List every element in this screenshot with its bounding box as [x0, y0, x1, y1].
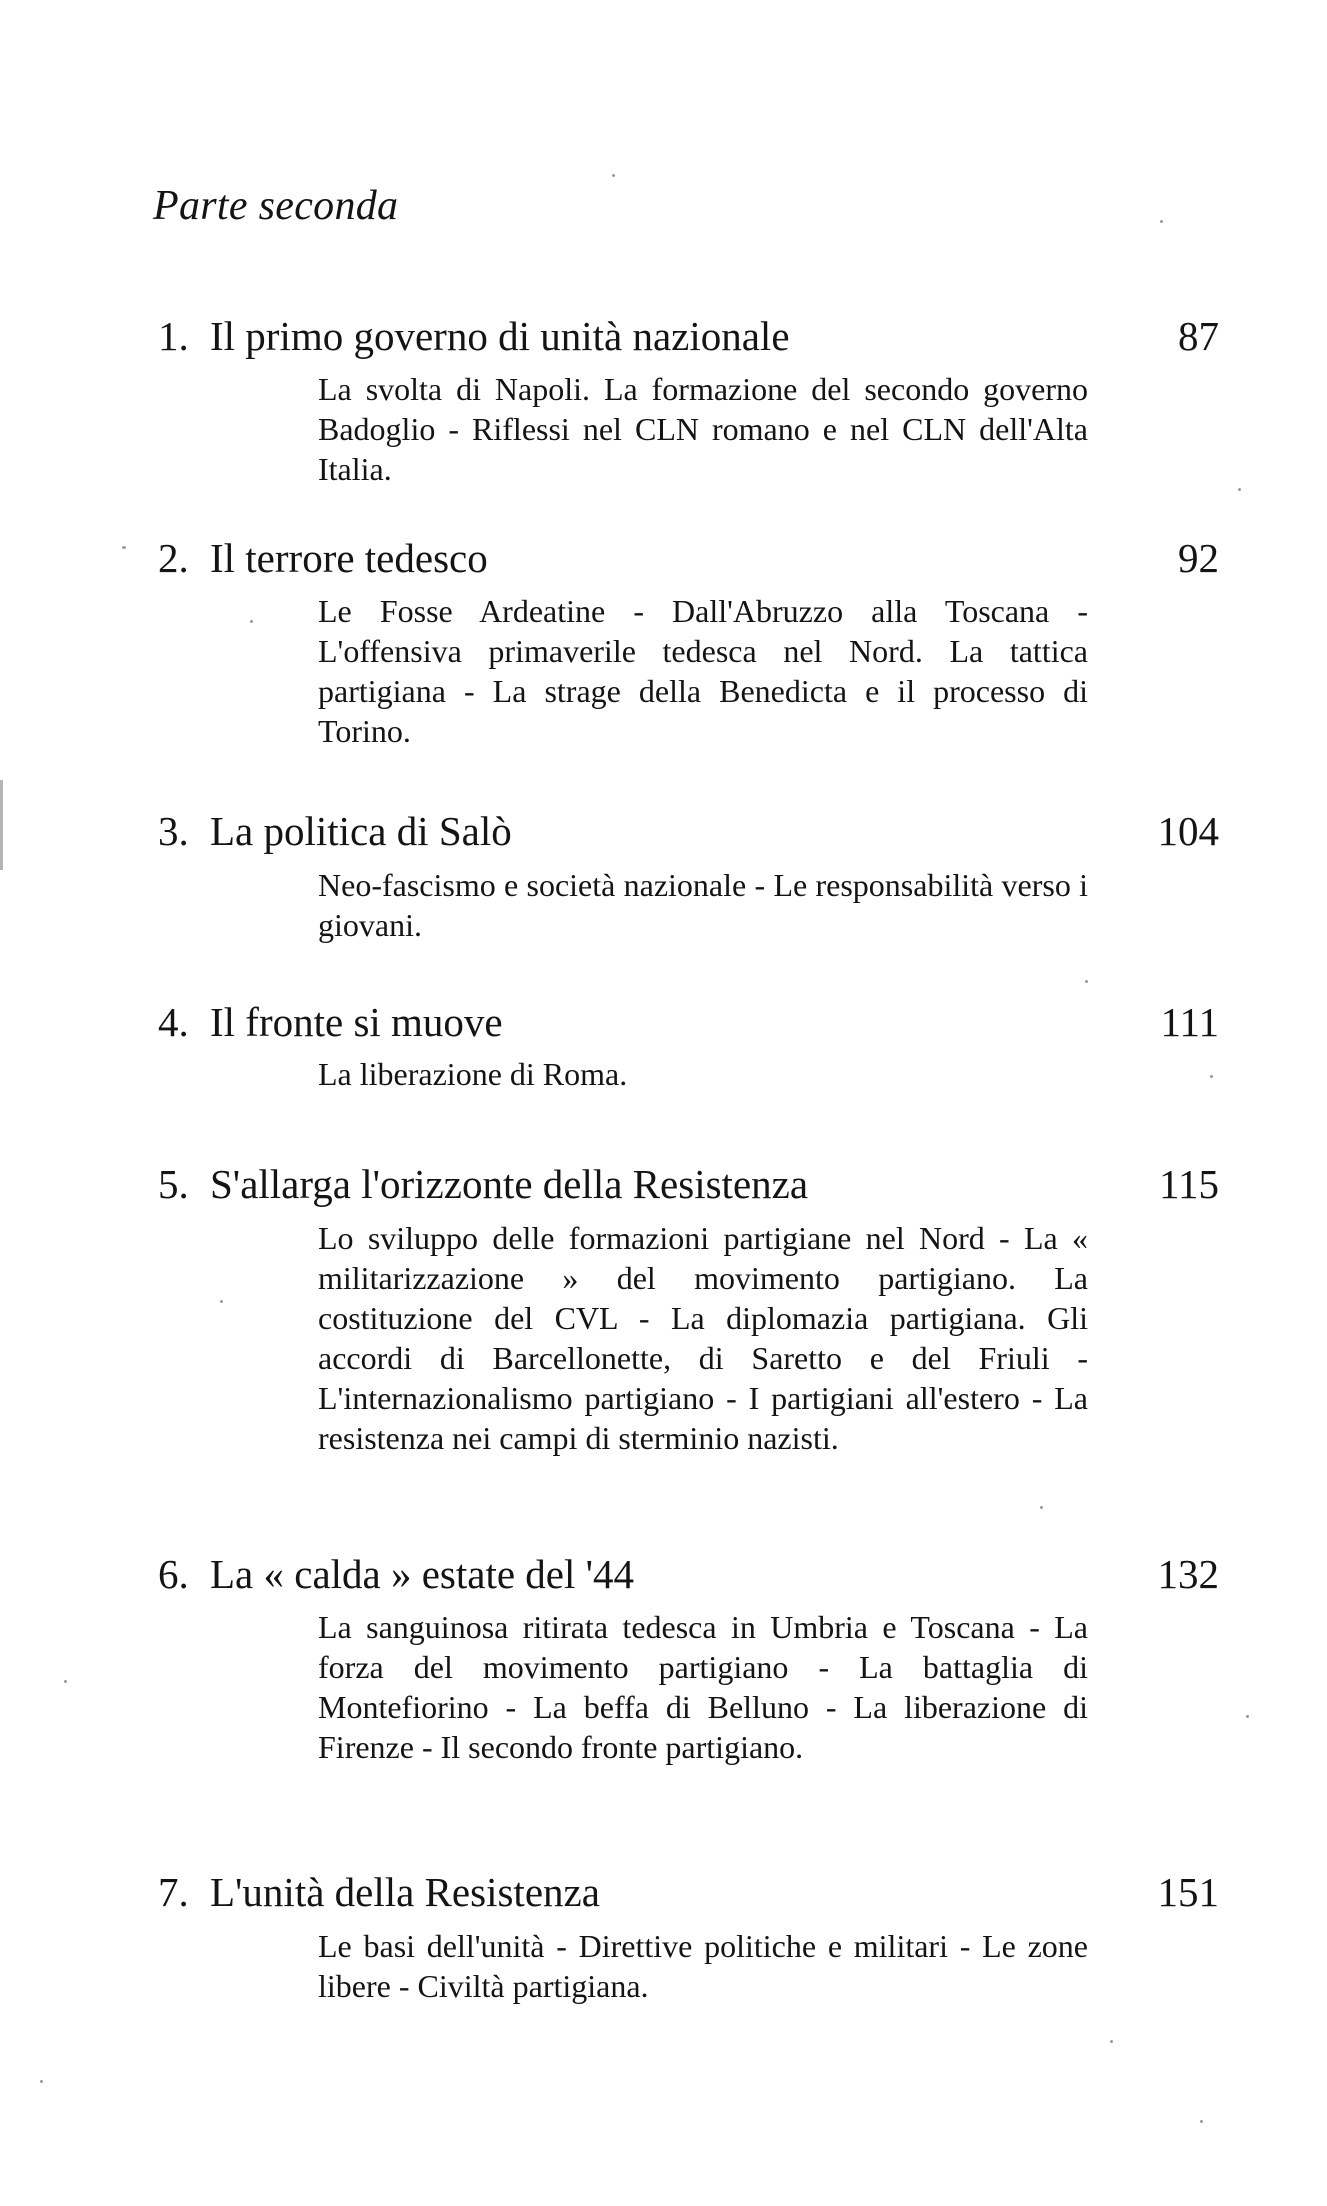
scan-speck: [220, 1300, 223, 1303]
chapter-page-number: 92: [1178, 535, 1219, 581]
scan-speck: [1238, 488, 1241, 491]
scan-speck: [1210, 1075, 1213, 1078]
scan-speck: [1040, 1506, 1043, 1509]
chapter-number: 2.: [158, 535, 189, 581]
page-edge-shadow: [0, 780, 3, 870]
chapter-title: Il terrore tedesco: [210, 535, 488, 581]
chapter-summary: Lo sviluppo delle formazioni partigiane nel Nord - La « militarizzazione » del movimento partigiano. La costituzione del CVL - La diplomazia partigiana. Gli accordi di Barcellonette, di Saretto e del Friuli - L'internazionalismo partigiano - I partigiani all'estero - La resistenza nei campi di sterminio nazisti.: [318, 1220, 1088, 1456]
chapter-page-number: 87: [1178, 313, 1219, 359]
chapter-heading: [158, 1160, 808, 1208]
scan-speck: [250, 620, 253, 623]
chapter-heading: [158, 1550, 634, 1598]
scan-speck: [40, 2080, 43, 2083]
chapter-number: 1.: [158, 313, 189, 359]
chapter-title: L'unità della Resistenza: [210, 1869, 600, 1915]
chapter-page-number: 151: [1157, 1869, 1219, 1915]
scan-speck: [64, 1680, 67, 1683]
chapter-heading: [158, 312, 790, 360]
chapter-page-number: 132: [1157, 1551, 1219, 1597]
chapter-heading: [158, 807, 512, 855]
chapter-title: La « calda » estate del '44: [210, 1551, 635, 1597]
chapter-summary: La svolta di Napoli. La formazione del secondo governo Badoglio - Riflessi nel CLN romano e nel CLN dell'Alta Italia.: [318, 371, 1088, 487]
chapter-page-number: 104: [1157, 808, 1219, 854]
chapter-heading: [158, 1868, 600, 1916]
chapter-number: 4.: [158, 999, 189, 1045]
chapter-title: Il fronte si muove: [210, 999, 503, 1045]
chapter-number: 6.: [158, 1551, 189, 1597]
chapter-heading: [158, 534, 488, 582]
chapter-summary: Le Fosse Ardeatine - Dall'Abruzzo alla Toscana - L'offensiva primaverile tedesca nel Nord. La tattica partigiana - La strage della Benedicta e il processo di Torino.: [318, 593, 1088, 749]
chapter-number: 7.: [158, 1869, 189, 1915]
chapter-page-number: 115: [1159, 1161, 1219, 1207]
part-title: Parte seconda: [153, 183, 399, 229]
chapter-summary: Le basi dell'unità - Direttive politiche e militari - Le zone libere - Civiltà partigiana.: [318, 1928, 1088, 2004]
scan-speck: [1110, 2040, 1113, 2043]
chapter-heading: [158, 998, 503, 1046]
scan-speck: [1160, 220, 1163, 223]
chapter-page-number: 111: [1160, 999, 1219, 1045]
chapter-summary: Neo-fascismo e società nazionale - Le responsabilità verso i giovani.: [318, 867, 1088, 943]
scan-speck: [1246, 1715, 1249, 1718]
scan-speck: [612, 174, 615, 177]
chapter-title: S'allarga l'orizzonte della Resistenza: [210, 1161, 809, 1207]
chapter-summary: La sanguinosa ritirata tedesca in Umbria e Toscana - La forza del movimento partigiano - La battaglia di Montefiorino - La beffa di Belluno - La liberazione di Firenze - Il secondo fronte partigiano.: [318, 1609, 1088, 1765]
scan-speck: [122, 546, 126, 549]
chapter-number: 3.: [158, 808, 189, 854]
chapter-summary: La liberazione di Roma.: [318, 1056, 628, 1092]
chapter-title: La politica di Salò: [210, 808, 512, 854]
chapter-title: Il primo governo di unità nazionale: [210, 313, 790, 359]
chapter-number: 5.: [158, 1161, 189, 1207]
scan-speck: [1200, 2120, 1203, 2123]
scan-speck: [1085, 980, 1088, 983]
